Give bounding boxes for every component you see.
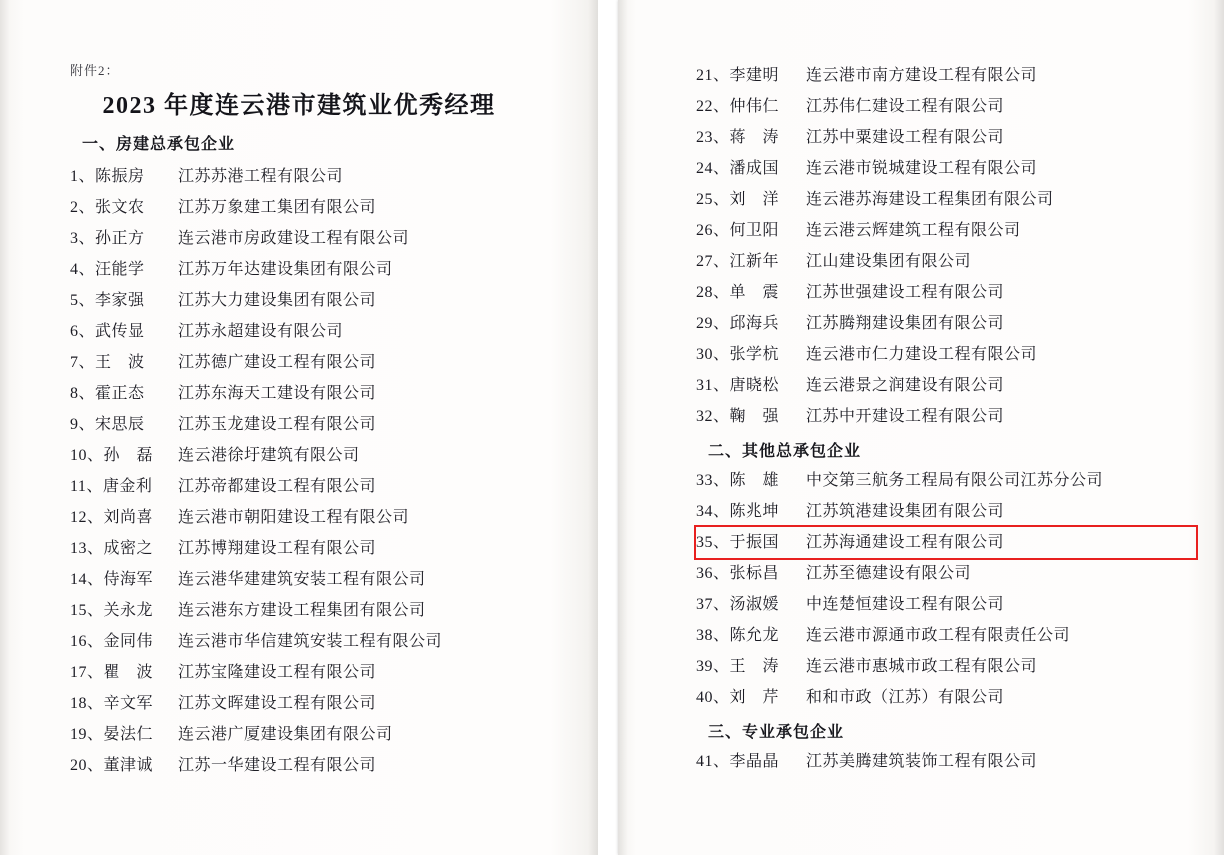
entry-company: 江苏万象建工集团有限公司	[178, 199, 377, 216]
list-item	[696, 746, 1196, 777]
list-item	[696, 496, 1196, 527]
entry-company: 和和市政（江苏）有限公司	[806, 689, 1005, 706]
list-item	[70, 502, 540, 533]
section-continuation-list	[696, 60, 1196, 777]
entry-company: 连云港东方建设工程集团有限公司	[178, 602, 426, 619]
section-heading-three: 三、专业承包企业	[708, 724, 845, 741]
list-item	[696, 589, 1196, 620]
list-item	[70, 223, 540, 254]
entry-index-name: 29、邱海兵	[696, 315, 780, 332]
entry-index-name: 24、潘成国	[696, 160, 780, 177]
list-item	[70, 595, 540, 626]
entry-company: 中交第三航务工程局有限公司江苏分公司	[806, 472, 1104, 489]
entry-company: 江苏博翔建设工程有限公司	[178, 540, 377, 557]
list-item	[696, 122, 1196, 153]
entry-company: 江苏文晖建设工程有限公司	[178, 695, 377, 712]
entry-company: 江苏中粟建设工程有限公司	[806, 129, 1005, 146]
entry-index-name: 19、晏法仁	[70, 726, 154, 743]
list-item	[70, 688, 540, 719]
entry-company: 江苏永超建设有限公司	[178, 323, 344, 340]
entry-company: 连云港市源通市政工程有限责任公司	[806, 627, 1071, 644]
entry-index-name: 12、刘尚喜	[70, 509, 154, 526]
entry-company: 连云港景之润建设有限公司	[806, 377, 1005, 394]
entry-company: 江苏腾翔建设集团有限公司	[806, 315, 1005, 332]
entry-company: 连云港广厦建设集团有限公司	[178, 726, 393, 743]
entry-company: 江苏伟仁建设工程有限公司	[806, 98, 1005, 115]
section-heading-one: 一、房建总承包企业	[82, 136, 236, 153]
entry-index-name: 11、唐金利	[70, 478, 153, 495]
entry-index-name: 28、单 震	[696, 284, 780, 301]
list-item	[70, 533, 540, 564]
entry-company: 江苏一华建设工程有限公司	[178, 757, 377, 774]
list-item	[696, 651, 1196, 682]
entry-company: 连云港市南方建设工程有限公司	[806, 67, 1038, 84]
entry-index-name: 21、李建明	[696, 67, 780, 84]
page-title: 2023 年度连云港市建筑业优秀经理	[102, 93, 496, 119]
entry-index-name: 10、孙 磊	[70, 447, 154, 464]
section-heading-two: 二、其他总承包企业	[708, 443, 862, 460]
list-item	[696, 246, 1196, 277]
list-item	[696, 401, 1196, 432]
list-item	[696, 153, 1196, 184]
entry-company: 连云港市房政建设工程有限公司	[178, 230, 410, 247]
entry-company: 江苏万年达建设集团有限公司	[178, 261, 393, 278]
list-item	[696, 277, 1196, 308]
page-gutter	[598, 0, 618, 855]
list-item	[70, 471, 540, 502]
list-item	[696, 60, 1196, 91]
list-item	[696, 91, 1196, 122]
entry-company: 江山建设集团有限公司	[806, 253, 972, 270]
list-item	[70, 719, 540, 750]
entry-company: 连云港市华信建筑安装工程有限公司	[178, 633, 443, 650]
entry-index-name: 35、于振国	[696, 534, 780, 551]
entry-index-name: 25、刘 洋	[696, 191, 780, 208]
entry-company: 江苏苏港工程有限公司	[178, 168, 344, 185]
entry-index-name: 34、陈兆坤	[696, 503, 780, 520]
entry-company: 连云港云辉建筑工程有限公司	[806, 222, 1021, 239]
entry-index-name: 26、何卫阳	[696, 222, 780, 239]
document-page-left	[0, 0, 598, 855]
entry-index-name: 2、张文农	[70, 199, 145, 216]
entry-company: 江苏中开建设工程有限公司	[806, 408, 1005, 425]
entry-company: 连云港苏海建设工程集团有限公司	[806, 191, 1054, 208]
entry-index-name: 7、王 波	[70, 354, 145, 371]
entry-index-name: 8、霍正态	[70, 385, 145, 402]
entry-company: 江苏帝都建设工程有限公司	[178, 478, 377, 495]
entry-index-name: 27、江新年	[696, 253, 780, 270]
entry-company: 连云港市惠城市政工程有限公司	[806, 658, 1038, 675]
list-item	[70, 285, 540, 316]
highlighted-list-item	[696, 527, 1196, 558]
entry-company: 连云港华建建筑安装工程有限公司	[178, 571, 426, 588]
entry-index-name: 32、鞠 强	[696, 408, 780, 425]
entry-index-name: 39、王 涛	[696, 658, 780, 675]
entry-index-name: 5、李家强	[70, 292, 145, 309]
list-item	[696, 465, 1196, 496]
entry-company: 江苏宝隆建设工程有限公司	[178, 664, 377, 681]
list-item	[70, 254, 540, 285]
entry-index-name: 33、陈 雄	[696, 472, 780, 489]
entry-company: 江苏玉龙建设工程有限公司	[178, 416, 377, 433]
list-item	[70, 657, 540, 688]
list-item	[696, 620, 1196, 651]
list-item	[70, 316, 540, 347]
list-item	[70, 409, 540, 440]
list-item	[70, 750, 540, 781]
list-item	[696, 339, 1196, 370]
entry-company: 江苏海通建设工程有限公司	[806, 534, 1005, 551]
list-item	[696, 184, 1196, 215]
entry-index-name: 36、张标昌	[696, 565, 780, 582]
entry-company: 江苏大力建设集团有限公司	[178, 292, 377, 309]
entry-company: 江苏世强建设工程有限公司	[806, 284, 1005, 301]
entry-index-name: 6、武传显	[70, 323, 145, 340]
entry-index-name: 14、侍海军	[70, 571, 154, 588]
entry-index-name: 4、汪能学	[70, 261, 145, 278]
entry-index-name: 20、董津诚	[70, 757, 154, 774]
entry-company: 中连楚恒建设工程有限公司	[806, 596, 1005, 613]
entry-index-name: 17、瞿 波	[70, 664, 154, 681]
entry-index-name: 38、陈允龙	[696, 627, 780, 644]
entry-index-name: 16、金同伟	[70, 633, 154, 650]
list-item	[70, 440, 540, 471]
entry-company: 江苏美腾建筑装饰工程有限公司	[806, 753, 1038, 770]
entry-company: 江苏筑港建设集团有限公司	[806, 503, 1005, 520]
entry-company: 江苏德广建设工程有限公司	[178, 354, 377, 371]
list-item	[696, 370, 1196, 401]
entry-index-name: 37、汤淑媛	[696, 596, 780, 613]
entry-index-name: 1、陈振房	[70, 168, 145, 185]
entry-company: 连云港市朝阳建设工程有限公司	[178, 509, 410, 526]
entry-index-name: 13、成密之	[70, 540, 154, 557]
entry-index-name: 3、孙正方	[70, 230, 145, 247]
section-one-list	[70, 131, 540, 781]
entry-index-name: 31、唐晓松	[696, 377, 780, 394]
entry-company: 连云港市仁力建设工程有限公司	[806, 346, 1038, 363]
list-item	[70, 192, 540, 223]
list-item	[70, 347, 540, 378]
attachment-label: 附件2：	[70, 63, 120, 78]
list-item	[696, 682, 1196, 713]
entry-company: 江苏至德建设有限公司	[806, 565, 972, 582]
entry-company: 连云港市锐城建设工程有限公司	[806, 160, 1038, 177]
entry-index-name: 15、关永龙	[70, 602, 154, 619]
entry-index-name: 40、刘 芹	[696, 689, 780, 706]
entry-index-name: 30、张学杭	[696, 346, 780, 363]
list-item	[696, 215, 1196, 246]
list-item	[70, 161, 540, 192]
list-item	[70, 626, 540, 657]
document-page-right	[618, 0, 1224, 855]
entry-index-name: 23、蒋 涛	[696, 129, 780, 146]
entry-index-name: 18、辛文军	[70, 695, 154, 712]
entry-index-name: 9、宋思辰	[70, 416, 145, 433]
entry-company: 江苏东海天工建设有限公司	[178, 385, 377, 402]
list-item	[696, 308, 1196, 339]
entry-index-name: 41、李晶晶	[696, 753, 780, 770]
list-item	[70, 378, 540, 409]
list-item	[696, 558, 1196, 589]
list-item	[70, 564, 540, 595]
entry-index-name: 22、仲伟仁	[696, 98, 780, 115]
entry-company: 连云港徐圩建筑有限公司	[178, 447, 360, 464]
